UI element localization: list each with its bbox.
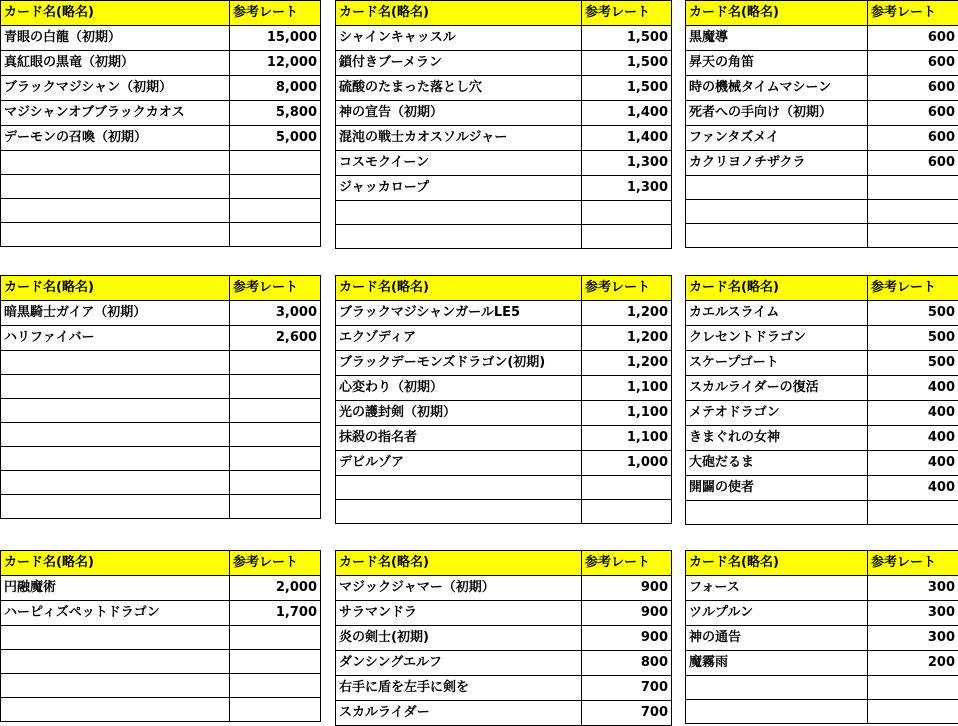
table-row [686,376,958,401]
table-row [336,426,672,451]
table-row [336,225,672,249]
header-row [336,551,672,576]
rate-cell[interactable]: 400 [868,451,958,476]
card-name-cell[interactable]: ブラックマジシャンガールLE5 [336,301,582,326]
header-rate[interactable]: 参考レート [868,1,958,26]
rate-cell[interactable]: 1,400 [582,101,672,126]
card-name-cell[interactable]: きまぐれの女神 [686,426,868,451]
table-row [686,676,958,700]
rate-cell[interactable] [230,223,321,247]
table-row [336,376,672,401]
rate-cell[interactable]: 1,700 [230,601,321,626]
card-name-cell[interactable]: ツルプルン [686,601,868,626]
rate-cell[interactable]: 1,200 [582,301,672,326]
table-row [686,651,958,676]
table-row [336,201,672,225]
card-name-cell[interactable]: スカルライダーの復活 [686,376,868,401]
table-row [1,51,321,76]
header-row [686,551,958,576]
table-row [336,76,672,101]
card-name-cell[interactable]: 魔霧雨 [686,651,868,676]
card-name-cell[interactable] [1,351,230,375]
rate-cell[interactable]: 1,100 [582,376,672,401]
card-name-cell[interactable]: エクゾディア [336,326,582,351]
rate-cell[interactable]: 700 [582,701,672,726]
card-name-cell[interactable]: マジシャンオブブラックカオス [1,101,230,126]
header-row [336,276,672,301]
table-row [686,151,958,176]
card-name-cell[interactable] [1,399,230,423]
card-name-cell[interactable] [1,698,230,722]
rate-cell[interactable]: 600 [868,26,958,51]
rate-cell[interactable] [582,201,672,225]
card-name-cell[interactable]: 炎の剣士(初期) [336,626,582,651]
card-name-cell[interactable]: サラマンドラ [336,601,582,626]
rate-cell[interactable]: 1,100 [582,401,672,426]
table-row [1,351,321,375]
rate-cell[interactable]: 400 [868,401,958,426]
rate-cell[interactable]: 1,200 [582,326,672,351]
rate-cell[interactable]: 1,300 [582,176,672,201]
table-row [1,151,321,175]
card-name-cell[interactable]: 神の宣告（初期） [336,101,582,126]
table-row [1,26,321,51]
table-row [1,447,321,471]
table-row [686,700,958,724]
rate-cell[interactable]: 600 [868,76,958,101]
card-name-cell[interactable]: 光の護封剣（初期） [336,401,582,426]
rate-cell[interactable]: 500 [868,351,958,376]
table-row [336,351,672,376]
table-row [1,626,321,650]
table-row [1,576,321,601]
card-name-cell[interactable] [1,151,230,175]
rate-cell[interactable] [230,674,321,698]
rate-cell[interactable] [230,495,321,519]
card-name-cell[interactable]: 心変わり（初期） [336,376,582,401]
rate-table-1 [0,0,321,247]
table-row [686,626,958,651]
rate-cell[interactable]: 400 [868,476,958,501]
card-name-cell[interactable]: 大砲だるま [686,451,868,476]
table-row [336,176,672,201]
table-row [1,601,321,626]
rate-cell[interactable]: 5,000 [230,126,321,151]
rate-cell[interactable]: 500 [868,301,958,326]
rate-cell[interactable]: 500 [868,326,958,351]
header-card-name[interactable]: カード名(略名) [1,1,230,26]
header-card-name[interactable]: カード名(略名) [1,276,230,301]
rate-cell[interactable]: 600 [868,126,958,151]
header-rate[interactable]: 参考レート [868,276,958,301]
card-name-cell[interactable]: 死者への手向け（初期） [686,101,868,126]
card-name-cell[interactable] [336,500,582,524]
table-row [1,399,321,423]
table-row [1,175,321,199]
rate-cell[interactable] [582,500,672,524]
card-name-cell[interactable]: フォース [686,576,868,601]
rate-table-8 [335,550,672,726]
rate-cell[interactable]: 400 [868,376,958,401]
rate-table-4 [0,275,321,519]
header-row [1,1,321,26]
header-row [686,1,958,26]
rate-cell[interactable]: 1,300 [582,151,672,176]
table-row [686,401,958,426]
rate-cell[interactable] [230,375,321,399]
card-name-cell[interactable] [686,200,868,224]
rate-cell[interactable] [230,423,321,447]
rate-cell[interactable]: 5,800 [230,101,321,126]
card-name-cell[interactable]: 円融魔術 [1,576,230,601]
table-row [1,495,321,519]
card-name-cell[interactable]: 黒魔導 [686,26,868,51]
card-name-cell[interactable] [1,674,230,698]
card-name-cell[interactable] [1,471,230,495]
card-name-cell[interactable]: カクリヨノチザクラ [686,151,868,176]
table-row [686,200,958,224]
rate-cell[interactable]: 600 [868,51,958,76]
card-name-cell[interactable] [686,700,868,724]
table-row [336,601,672,626]
table-row [686,326,958,351]
card-name-cell[interactable] [686,501,868,525]
table-row [336,576,672,601]
card-name-cell[interactable] [1,223,230,247]
table-row [686,26,958,51]
card-name-cell[interactable]: スカルライダー [336,701,582,726]
table-row [336,476,672,500]
header-rate[interactable]: 参考レート [230,276,321,301]
table-row [336,51,672,76]
table-row [1,301,321,326]
table-row [686,576,958,601]
card-name-cell[interactable] [1,175,230,199]
card-name-cell[interactable] [1,423,230,447]
rate-cell[interactable] [582,225,672,249]
rate-cell[interactable] [230,447,321,471]
table-row [686,301,958,326]
card-name-cell[interactable] [1,375,230,399]
table-row [686,76,958,101]
table-row [336,126,672,151]
table-row [336,701,672,726]
rate-cell[interactable]: 900 [582,576,672,601]
card-name-cell[interactable]: スケープゴート [686,351,868,376]
header-rate[interactable]: 参考レート [582,1,672,26]
table-row [336,626,672,651]
card-name-cell[interactable] [1,199,230,223]
header-rate[interactable]: 参考レート [868,551,958,576]
rate-cell[interactable] [868,224,958,248]
rate-cell[interactable]: 200 [868,651,958,676]
table-row [686,501,958,525]
rate-cell[interactable]: 1,500 [582,76,672,101]
card-name-cell[interactable] [1,495,230,519]
card-name-cell[interactable]: ブラックデーモンズドラゴン(初期) [336,351,582,376]
rate-cell[interactable]: 300 [868,626,958,651]
card-name-cell[interactable]: ハーピィズペットドラゴン [1,601,230,626]
card-name-cell[interactable] [336,476,582,500]
table-row [686,601,958,626]
table-row [1,101,321,126]
table-row [336,101,672,126]
rate-cell[interactable]: 1,200 [582,351,672,376]
header-row [686,276,958,301]
card-name-cell[interactable] [686,176,868,200]
header-rate[interactable]: 参考レート [230,1,321,26]
header-row [1,551,321,576]
table-row [1,650,321,674]
rate-cell[interactable]: 1,500 [582,51,672,76]
table-row [1,674,321,698]
table-row [686,476,958,501]
table-row [686,51,958,76]
header-card-name[interactable]: カード名(略名) [336,276,582,301]
card-name-cell[interactable]: ダンシングエルフ [336,651,582,676]
header-rate[interactable]: 参考レート [582,551,672,576]
rate-cell[interactable] [868,676,958,700]
card-name-cell[interactable]: 鎖付きブーメラン [336,51,582,76]
rate-table-3 [685,0,958,248]
table-row [1,698,321,722]
rate-cell[interactable]: 8,000 [230,76,321,101]
header-rate[interactable]: 参考レート [230,551,321,576]
card-name-cell[interactable]: デーモンの召喚（初期） [1,126,230,151]
rate-cell[interactable]: 800 [582,651,672,676]
rate-cell[interactable] [868,176,958,200]
card-name-cell[interactable]: 昇天の角笛 [686,51,868,76]
rate-cell[interactable] [230,471,321,495]
card-name-cell[interactable]: 硫酸のたまった落とし穴 [336,76,582,101]
table-row [1,126,321,151]
rate-table-2 [335,0,672,249]
table-row [1,471,321,495]
rate-cell[interactable]: 900 [582,626,672,651]
table-row [1,76,321,101]
card-name-cell[interactable]: 抹殺の指名者 [336,426,582,451]
rate-cell[interactable]: 1,500 [582,26,672,51]
table-row [1,375,321,399]
rate-cell[interactable]: 1,100 [582,426,672,451]
table-row [336,451,672,476]
rate-cell[interactable] [868,200,958,224]
card-name-cell[interactable]: マジックジャマー（初期） [336,576,582,601]
rate-cell[interactable] [868,700,958,724]
table-row [686,176,958,200]
card-name-cell[interactable]: 開闢の使者 [686,476,868,501]
rate-table-6 [685,275,958,525]
card-name-cell[interactable]: カエルスライム [686,301,868,326]
rate-cell[interactable]: 1,400 [582,126,672,151]
rate-cell[interactable]: 900 [582,601,672,626]
rate-cell[interactable] [230,351,321,375]
header-row [1,276,321,301]
card-name-cell[interactable]: ファンタズメイ [686,126,868,151]
card-name-cell[interactable] [686,224,868,248]
rate-cell[interactable] [230,175,321,199]
header-card-name[interactable]: カード名(略名) [336,551,582,576]
table-row [336,26,672,51]
card-name-cell[interactable]: ハリファイバー [1,326,230,351]
table-row [336,676,672,701]
header-card-name[interactable]: カード名(略名) [686,1,868,26]
table-row [686,451,958,476]
header-card-name[interactable]: カード名(略名) [1,551,230,576]
table-row [686,126,958,151]
card-name-cell[interactable]: 青眼の白龍（初期） [1,26,230,51]
card-name-cell[interactable] [1,650,230,674]
table-row [336,326,672,351]
rate-cell[interactable] [230,698,321,722]
header-card-name[interactable]: カード名(略名) [336,1,582,26]
card-name-cell[interactable] [336,201,582,225]
rate-cell[interactable]: 2,000 [230,576,321,601]
table-row [686,351,958,376]
table-row [336,500,672,524]
rate-cell[interactable] [230,199,321,223]
rate-cell[interactable] [230,399,321,423]
table-row [336,401,672,426]
rate-table-7 [0,550,321,722]
card-name-cell[interactable]: 時の機械タイムマシーン [686,76,868,101]
rate-cell[interactable]: 400 [868,426,958,451]
card-name-cell[interactable]: メテオドラゴン [686,401,868,426]
card-name-cell[interactable]: デビルゾア [336,451,582,476]
rate-cell[interactable] [230,151,321,175]
rate-cell[interactable]: 2,600 [230,326,321,351]
rate-table-9 [685,550,958,724]
rate-cell[interactable]: 1,000 [582,451,672,476]
card-name-cell[interactable]: クレセントドラゴン [686,326,868,351]
table-row [1,326,321,351]
card-name-cell[interactable]: 右手に盾を左手に剣を [336,676,582,701]
header-rate[interactable]: 参考レート [582,276,672,301]
table-row [336,151,672,176]
card-name-cell[interactable] [1,447,230,471]
card-name-cell[interactable] [336,225,582,249]
table-row [686,224,958,248]
rate-cell[interactable] [230,626,321,650]
card-name-cell[interactable]: ジャッカロープ [336,176,582,201]
card-name-cell[interactable]: 神の通告 [686,626,868,651]
rate-cell[interactable]: 12,000 [230,51,321,76]
card-name-cell[interactable]: コスモクイーン [336,151,582,176]
card-name-cell[interactable] [686,676,868,700]
card-name-cell[interactable]: 真紅眼の黒竜（初期） [1,51,230,76]
table-row [686,101,958,126]
table-row [1,423,321,447]
rate-cell[interactable]: 15,000 [230,26,321,51]
table-row [686,426,958,451]
rate-cell[interactable]: 300 [868,576,958,601]
rate-cell[interactable]: 600 [868,151,958,176]
rate-cell[interactable]: 3,000 [230,301,321,326]
rate-cell[interactable]: 600 [868,101,958,126]
card-name-cell[interactable]: 混沌の戦士カオスソルジャー [336,126,582,151]
card-name-cell[interactable]: シャインキャッスル [336,26,582,51]
header-card-name[interactable]: カード名(略名) [686,276,868,301]
table-row [1,199,321,223]
card-name-cell[interactable] [1,626,230,650]
rate-cell[interactable]: 300 [868,601,958,626]
table-row [1,223,321,247]
header-card-name[interactable]: カード名(略名) [686,551,868,576]
rate-cell[interactable] [582,476,672,500]
card-name-cell[interactable]: 暗黒騎士ガイア（初期） [1,301,230,326]
rate-table-5 [335,275,672,524]
rate-cell[interactable] [230,650,321,674]
rate-cell[interactable] [868,501,958,525]
card-name-cell[interactable]: ブラックマジシャン（初期） [1,76,230,101]
table-row [336,651,672,676]
header-row [336,1,672,26]
table-row [336,301,672,326]
rate-cell[interactable]: 700 [582,676,672,701]
